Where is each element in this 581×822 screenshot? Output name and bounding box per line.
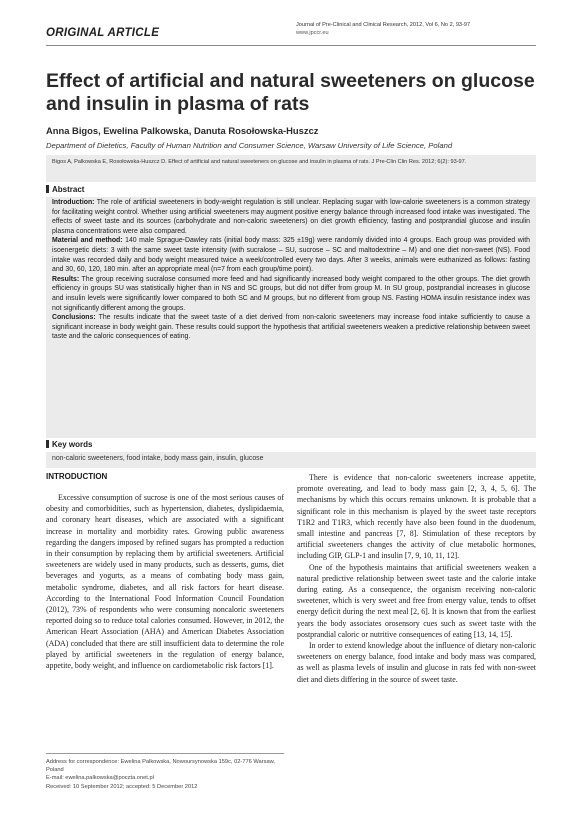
correspondence-email[interactable]: E-mail: ewelina.palkowska@poczta.onet.pl xyxy=(46,775,154,782)
abstract-results xyxy=(52,275,530,313)
journal-url[interactable]: www.jpccr.eu xyxy=(296,30,329,36)
section-bar-icon xyxy=(46,185,49,193)
keywords-heading-label: Key words xyxy=(52,440,93,449)
abstract-heading-label: Abstract xyxy=(52,185,85,194)
footnote xyxy=(46,758,284,791)
journal-info xyxy=(296,21,536,37)
column-right xyxy=(297,472,536,685)
intro-paragraph-1: Excessive consumption of sucrose is one of the most serious causes of obesity and comorbidities, such as hypertension, diabetes, dyslipidaemia, and coronary heart diseases, which are associated with a significant increase in mortality and morbidity rates. Growing public awareness regarding the dangers imposed by refined sugars has prompted a reduction in their consumption by replacing them by artificial sweeteners. Artificial sweeteners are widely used in many products, such as desserts, gums, diet beverages and yogurts, as a means of combating body mass gain, metabolic syndrome, diabetes, and all risk factors for heart disease. According to the International Food Information Council Foundation (2012), 73% of respondents who were consuming noncaloric sweeteners reported doing so to reduce total calories consumed. However, in 2012, the American Heart Association (AHA) and American Diabetes Association (ADA) concluded that there are still insufficient data to determine the role played by artificial sweeteners in the regulation of energy balance, appetite, body weight, and influence on cardiometabolic risk factors [1]. xyxy=(46,493,284,671)
introduction-heading: INTRODUCTION xyxy=(46,472,108,481)
abstract-conclusions xyxy=(52,313,530,342)
abstract-box xyxy=(46,197,536,438)
abstract-results-label: Results: xyxy=(52,275,80,283)
abstract-methods xyxy=(52,236,530,274)
journal-citation: Journal of Pre-Clinical and Clinical Research, 2012, Vol 6, No 2, 93-97 xyxy=(296,22,471,28)
column-left xyxy=(46,472,284,671)
abstract-results-text: The group receiving sucralose consumed more feed and had significantly increased body weight compared to the other groups. The diet growth efficiency in groups SU was statistically higher than in NS and SC groups, but did not differ from group M. In SU group, postprandial increases in glucose and insulin levels were significantly lower compared to both SC and M groups, but no different from group NS. Fasting HOMA insulin resistance index was not significantly different among the groups. xyxy=(52,275,530,312)
keywords-box xyxy=(46,452,536,468)
abstract-intro-text: The role of artificial sweeteners in body-weight regulation is still unclear. Replacing sugar with low-calorie sweeteners is a common strategy for facilitating weight control. Whether using artificial sweeteners may augment positive energy balance through increased food intake was investigated. The effects of sweet taste and its sources (carbohydrate and non-caloric sweeteners) on diet growth efficiency, fasting and postprandial glucose and insulin plasma concentrations were also compared. xyxy=(52,199,530,235)
footnote-divider xyxy=(46,753,284,754)
abstract-introduction xyxy=(52,198,530,236)
section-label: ORIGINAL ARTICLE xyxy=(46,27,160,39)
section-bar-icon xyxy=(46,440,49,448)
abstract-conclusions-label: Conclusions: xyxy=(52,314,96,322)
intro-paragraph-3: One of the hypothesis maintains that artificial sweeteners weaken a natural predictive relationship between sweet taste and the calorie intake during eating. As a consequence, the organism receiving non-caloric sweetener, which is very sweet and free from energy value, tends to offset energy deficit during the next meal [2, 6]. It is known that from the earliest years the body associates orosensory cues such as sweet taste with the postprandial caloric or nutritive consequences of eating [13, 14, 15]. xyxy=(297,562,536,639)
intro-paragraph-4: In order to extend knowledge about the influence of dietary non-caloric sweeteners on energy balance, food intake and body mass was compared, as well as plasma levels of insulin and glucose in rats fed with non-sweet diet and diets differing in the source of sweet taste. xyxy=(297,641,536,684)
article-authors: Anna Bigos, Ewelina Palkowska, Danuta Rosołowska-Huszcz xyxy=(46,125,319,136)
citation-box xyxy=(46,155,536,182)
introduction-body-left xyxy=(46,492,284,671)
citation-text: Bigos A, Palkowska E, Rosołowska-Huszcz D. Effect of artificial and natural sweeteners on glucose and insulin in plasma of rats. J Pre-Clin Clin Res. 2012; 6(2): 93-97. xyxy=(52,159,467,165)
article-title: Effect of artificial and natural sweeteners on glucose and insulin in plasma of rats xyxy=(46,70,535,115)
abstract-methods-label: Material and method: xyxy=(52,237,123,245)
abstract-methods-text: 140 male Sprague-Dawley rats (initial body mass: 325 ±19g) were randomly divided into 4 groups. Each group was provided with isoenergetic diets: 3 with the same sweet taste intensity (with sucralose – SU, sucrose – SC and maltodextrine – M) and one diet non-sweet (NS). Food intake was recorded daily and body weight measured twice a week/controlled every two days. After 3 weeks, animals were euthanized as follows: fasting and 30, 60, 120, 180 min. after an appropriate meal (n=7 from each group/time point). xyxy=(52,237,530,274)
correspondence-address: Address for correspondence: Ewelina Palkowska, Nowoursynowska 159c, 02-776 Warsaw, Poland xyxy=(46,759,275,774)
intro-paragraph-2: There is evidence that non-caloric sweeteners increase appetite, promote overeating, and lead to body mass gain [2, 3, 4, 5, 6]. The mechanisms by which this occurs remains unknown. It is probable that a significant role in this mechanism is played by the sweet taste receptors T1R2 and T1R3, which recently have also been found in the duodenum, small intestine and pancreas [7, 8]. Stimulation of these receptors by artificial sweeteners changes the activity of clue metabolic hormones, including GIP, GLP-1 and insulin [7, 9, 10, 11, 12]. xyxy=(297,473,536,561)
abstract-heading xyxy=(46,185,536,197)
article-affiliation: Department of Dietetics, Faculty of Human Nutrition and Consumer Science, Warsaw University of Life Science, Poland xyxy=(46,141,453,150)
received-dates: Received: 10 September 2012; accepted: 5 December 2012 xyxy=(46,783,198,790)
keywords-text: non-caloric sweeteners, food intake, body mass gain, insulin, glucose xyxy=(52,455,264,462)
introduction-body-right xyxy=(297,472,536,685)
abstract-conclusions-text: The results indicate that the sweet taste of a diet derived from non-caloric sweeteners may increase food intake sufficiently to cause a significant increase in body weight gain. These results could support the hypothesis that artificial sweeteners weaken a predictive relationship between sweet taste and the caloric consequences of eating. xyxy=(52,314,530,341)
header-divider xyxy=(46,45,536,46)
keywords-heading xyxy=(46,440,536,452)
abstract-intro-label: Introduction: xyxy=(52,199,95,206)
